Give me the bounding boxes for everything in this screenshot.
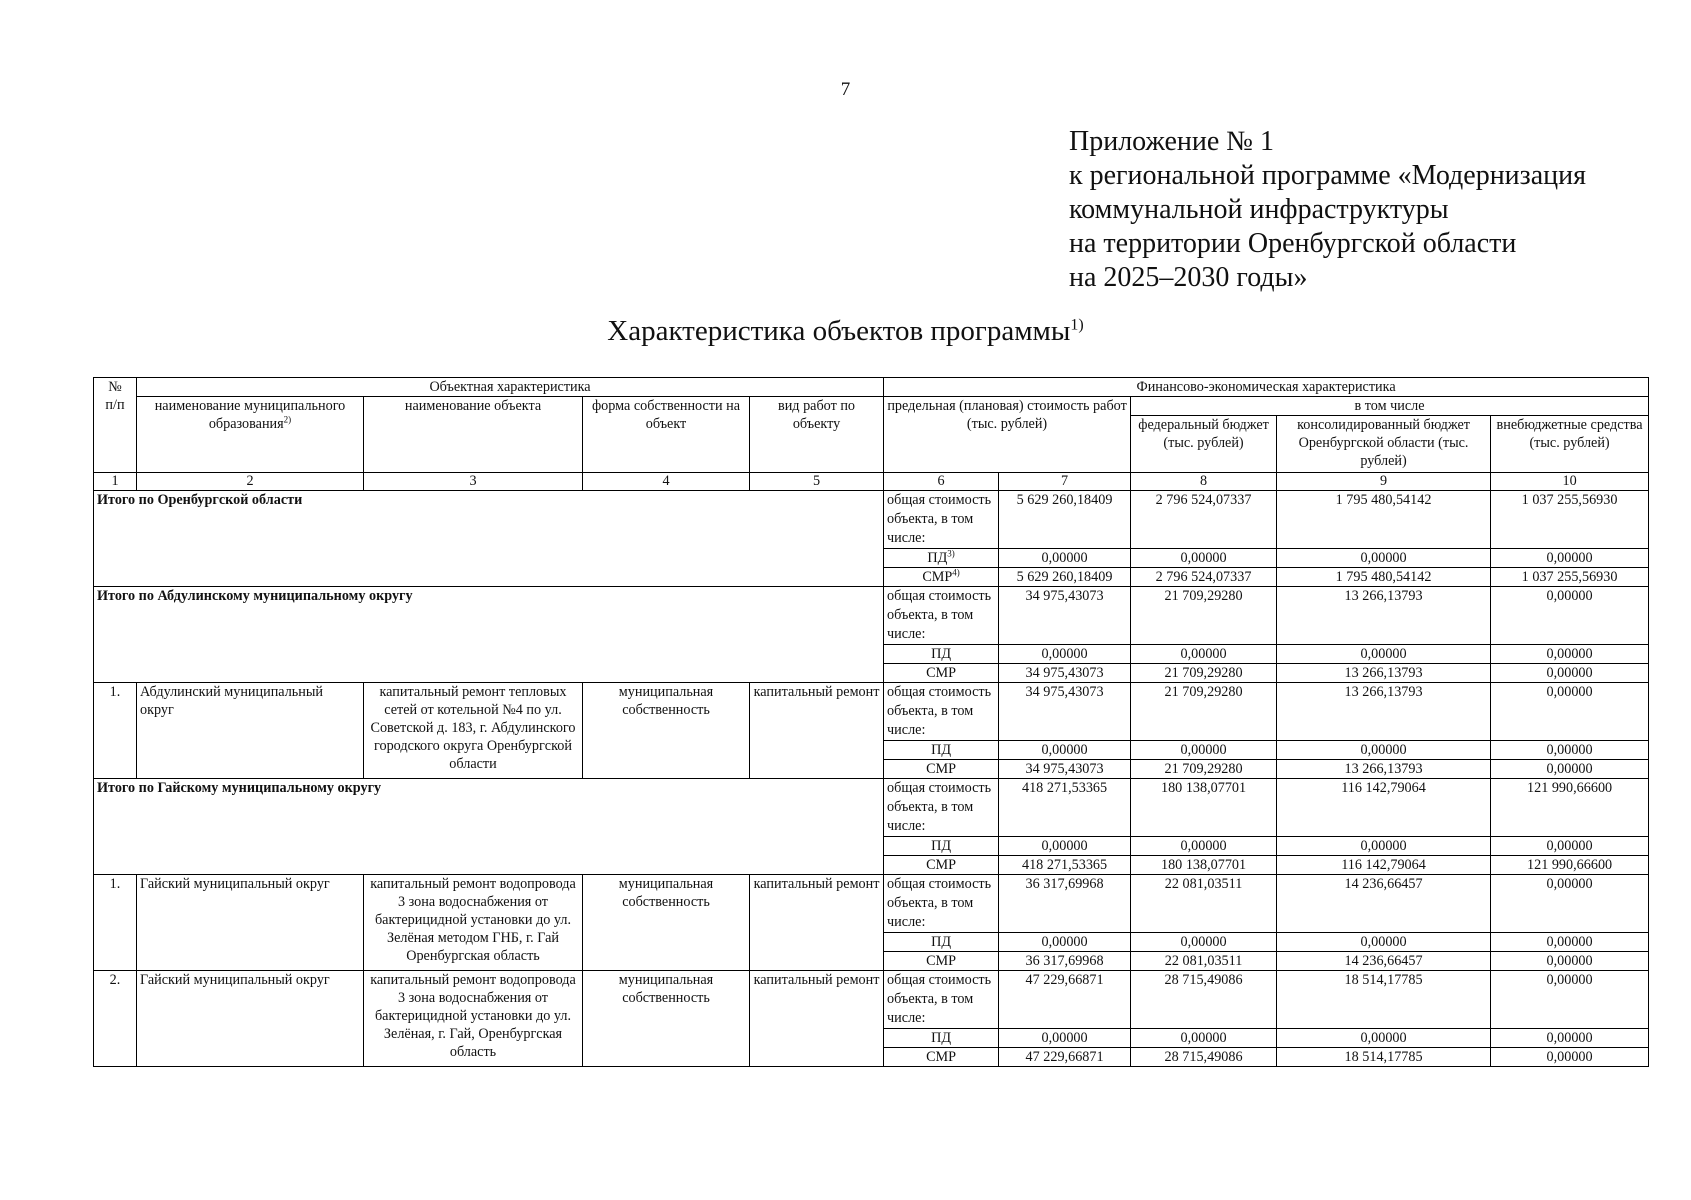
value-consolidated: 0,00000 — [1277, 645, 1491, 664]
value-cost: 0,00000 — [999, 1029, 1131, 1048]
header-pp: п/п — [105, 397, 125, 413]
col-number: 2 — [137, 473, 364, 491]
value-cost: 47 229,66871 — [999, 1048, 1131, 1067]
smr-label: СМР — [884, 952, 999, 971]
smr-label: СМР — [884, 664, 999, 683]
value-consolidated: 1 795 480,54142 — [1277, 568, 1491, 587]
header-municipality-footnote: 2) — [283, 414, 292, 425]
value-extra: 0,00000 — [1491, 664, 1649, 683]
value-extra: 0,00000 — [1491, 1029, 1649, 1048]
value-extra: 121 990,66600 — [1491, 856, 1649, 875]
col-number: 3 — [364, 473, 583, 491]
object-number: 1. — [94, 875, 137, 971]
object-name: капитальный ремонт водопровода 3 зона водоснабжения от бактерицидной установки до ул. Зелёная методом ГНБ, г. Гай Оренбургская область — [364, 875, 583, 971]
header-extra: внебюджетные средства (тыс. рублей) — [1491, 416, 1649, 473]
value-cost: 36 317,69968 — [999, 952, 1131, 971]
value-federal: 21 709,29280 — [1131, 683, 1277, 741]
value-cost: 34 975,43073 — [999, 587, 1131, 645]
value-cost: 34 975,43073 — [999, 683, 1131, 741]
appendix-line: коммунальной инфраструктуры — [1069, 194, 1449, 225]
value-federal: 21 709,29280 — [1131, 760, 1277, 779]
header-max-cost: предельная (плановая) стоимость работ (тыс. рублей) — [884, 397, 1131, 473]
header-object-char: Объектная характеристика — [137, 378, 884, 397]
object-municipality: Абдулинский муниципальный округ — [137, 683, 364, 779]
value-extra: 0,00000 — [1491, 741, 1649, 760]
value-consolidated: 18 514,17785 — [1277, 971, 1491, 1029]
value-extra: 0,00000 — [1491, 875, 1649, 933]
value-cost: 5 629 260,18409 — [999, 491, 1131, 549]
value-extra: 0,00000 — [1491, 952, 1649, 971]
section-total-row — [94, 587, 1649, 645]
header-federal: федеральный бюджет (тыс. рублей) — [1131, 416, 1277, 473]
pd-label: ПД — [927, 550, 948, 566]
value-federal: 21 709,29280 — [1131, 664, 1277, 683]
header-including: в том числе — [1131, 397, 1649, 416]
header-ownership: форма собственности на объект — [583, 397, 750, 473]
value-extra: 0,00000 — [1491, 971, 1649, 1029]
value-extra: 0,00000 — [1491, 549, 1649, 568]
smr-label-cell — [884, 568, 999, 587]
total-label: общая стоимость объекта, в том числе: — [884, 779, 999, 837]
appendix-block — [1069, 125, 1586, 295]
value-cost: 418 271,53365 — [999, 856, 1131, 875]
value-consolidated: 0,00000 — [1277, 549, 1491, 568]
value-consolidated: 13 266,13793 — [1277, 683, 1491, 741]
header-row — [94, 397, 1649, 416]
pd-footnote: 3) — [947, 548, 955, 559]
section-title: Итого по Гайскому муниципальному округу — [94, 779, 884, 875]
section-title: Итого по Оренбургской области — [94, 491, 884, 587]
value-extra: 0,00000 — [1491, 683, 1649, 741]
column-numbers-row — [94, 473, 1649, 491]
object-name: капитальный ремонт водопровода 3 зона водоснабжения от бактерицидной установки до ул. Зелёная, г. Гай, Оренбургская область — [364, 971, 583, 1067]
total-label: общая стоимость объекта, в том числе: — [884, 491, 999, 549]
col-number: 6 — [884, 473, 999, 491]
value-consolidated: 116 142,79064 — [1277, 856, 1491, 875]
smr-label: СМР — [884, 856, 999, 875]
value-federal: 180 138,07701 — [1131, 856, 1277, 875]
section-total-row — [94, 779, 1649, 837]
header-fin-char: Финансово-экономическая характеристика — [884, 378, 1649, 397]
title-text: Характеристика объектов программы — [607, 315, 1071, 347]
total-label: общая стоимость объекта, в том числе: — [884, 683, 999, 741]
pd-label: ПД — [884, 741, 999, 760]
object-municipality: Гайский муниципальный округ — [137, 875, 364, 971]
value-federal: 0,00000 — [1131, 933, 1277, 952]
value-cost: 36 317,69968 — [999, 875, 1131, 933]
header-municipality-cell — [137, 397, 364, 473]
object-total-row — [94, 971, 1649, 1029]
value-consolidated: 0,00000 — [1277, 933, 1491, 952]
object-number: 2. — [94, 971, 137, 1067]
value-cost: 418 271,53365 — [999, 779, 1131, 837]
section-total-row — [94, 491, 1649, 549]
value-federal: 0,00000 — [1131, 837, 1277, 856]
value-federal: 2 796 524,07337 — [1131, 568, 1277, 587]
col-number: 5 — [750, 473, 884, 491]
value-cost: 34 975,43073 — [999, 760, 1131, 779]
col-number: 10 — [1491, 473, 1649, 491]
pd-label-cell — [884, 549, 999, 568]
smr-label: СМР — [884, 1048, 999, 1067]
object-name: капитальный ремонт тепловых сетей от котельной №4 по ул. Советской д. 183, г. Абдулинского городского округа Оренбургской области — [364, 683, 583, 779]
value-consolidated: 116 142,79064 — [1277, 779, 1491, 837]
value-cost: 0,00000 — [999, 837, 1131, 856]
value-federal: 0,00000 — [1131, 1029, 1277, 1048]
value-federal: 28 715,49086 — [1131, 1048, 1277, 1067]
col-number: 8 — [1131, 473, 1277, 491]
value-federal: 21 709,29280 — [1131, 587, 1277, 645]
value-extra: 121 990,66600 — [1491, 779, 1649, 837]
object-total-row — [94, 683, 1649, 741]
appendix-line: на 2025–2030 годы» — [1069, 262, 1308, 293]
value-cost: 5 629 260,18409 — [999, 568, 1131, 587]
object-ownership: муниципальная собственность — [583, 971, 750, 1067]
header-consolidated: консолидированный бюджет Оренбургской области (тыс. рублей) — [1277, 416, 1491, 473]
value-federal: 0,00000 — [1131, 549, 1277, 568]
value-cost: 47 229,66871 — [999, 971, 1131, 1029]
total-label: общая стоимость объекта, в том числе: — [884, 971, 999, 1029]
value-extra: 1 037 255,56930 — [1491, 568, 1649, 587]
value-consolidated: 13 266,13793 — [1277, 664, 1491, 683]
value-extra: 1 037 255,56930 — [1491, 491, 1649, 549]
object-total-row — [94, 875, 1649, 933]
object-work-type: капитальный ремонт — [750, 683, 884, 779]
value-consolidated: 18 514,17785 — [1277, 1048, 1491, 1067]
header-object-name: наименование объекта — [364, 397, 583, 473]
pd-label: ПД — [884, 1029, 999, 1048]
object-ownership: муниципальная собственность — [583, 683, 750, 779]
header-num-cell — [94, 378, 137, 473]
value-extra: 0,00000 — [1491, 933, 1649, 952]
value-cost: 34 975,43073 — [999, 664, 1131, 683]
value-consolidated: 14 236,66457 — [1277, 952, 1491, 971]
value-federal: 22 081,03511 — [1131, 875, 1277, 933]
value-cost: 0,00000 — [999, 933, 1131, 952]
pd-label: ПД — [884, 933, 999, 952]
value-consolidated: 13 266,13793 — [1277, 760, 1491, 779]
appendix-line: на территории Оренбургской области — [1069, 228, 1517, 259]
value-extra: 0,00000 — [1491, 587, 1649, 645]
value-extra: 0,00000 — [1491, 760, 1649, 779]
object-work-type: капитальный ремонт — [750, 971, 884, 1067]
value-consolidated: 13 266,13793 — [1277, 587, 1491, 645]
col-number: 7 — [999, 473, 1131, 491]
appendix-line: к региональной программе «Модернизация — [1069, 160, 1587, 191]
value-consolidated: 14 236,66457 — [1277, 875, 1491, 933]
value-consolidated: 0,00000 — [1277, 837, 1491, 856]
total-label: общая стоимость объекта, в том числе: — [884, 587, 999, 645]
col-number: 4 — [583, 473, 750, 491]
smr-label: СМР — [922, 569, 953, 585]
value-federal: 0,00000 — [1131, 741, 1277, 760]
header-num: № — [108, 379, 122, 395]
value-cost: 0,00000 — [999, 645, 1131, 664]
value-federal: 2 796 524,07337 — [1131, 491, 1277, 549]
header-row — [94, 378, 1649, 397]
header-work-type: вид работ по объекту — [750, 397, 884, 473]
total-label: общая стоимость объекта, в том числе: — [884, 875, 999, 933]
value-federal: 0,00000 — [1131, 645, 1277, 664]
value-extra: 0,00000 — [1491, 837, 1649, 856]
col-number: 9 — [1277, 473, 1491, 491]
appendix-line: Приложение № 1 — [1069, 126, 1274, 157]
col-number: 1 — [94, 473, 137, 491]
object-ownership: муниципальная собственность — [583, 875, 750, 971]
value-extra: 0,00000 — [1491, 1048, 1649, 1067]
value-extra: 0,00000 — [1491, 645, 1649, 664]
smr-label: СМР — [884, 760, 999, 779]
object-work-type: капитальный ремонт — [750, 875, 884, 971]
value-cost: 0,00000 — [999, 549, 1131, 568]
document-title — [0, 315, 1691, 348]
value-cost: 0,00000 — [999, 741, 1131, 760]
value-federal: 180 138,07701 — [1131, 779, 1277, 837]
smr-footnote: 4) — [952, 567, 960, 578]
value-federal: 22 081,03511 — [1131, 952, 1277, 971]
value-federal: 28 715,49086 — [1131, 971, 1277, 1029]
section-title: Итого по Абдулинскому муниципальному округу — [94, 587, 884, 683]
program-objects-table — [93, 377, 1649, 1067]
pd-label: ПД — [884, 645, 999, 664]
title-footnote: 1) — [1070, 316, 1084, 334]
value-consolidated: 0,00000 — [1277, 1029, 1491, 1048]
value-consolidated: 1 795 480,54142 — [1277, 491, 1491, 549]
header-municipality: наименование муниципального образования — [154, 398, 346, 432]
object-number: 1. — [94, 683, 137, 779]
value-consolidated: 0,00000 — [1277, 741, 1491, 760]
page-number: 7 — [840, 79, 851, 100]
object-municipality: Гайский муниципальный округ — [137, 971, 364, 1067]
pd-label: ПД — [884, 837, 999, 856]
